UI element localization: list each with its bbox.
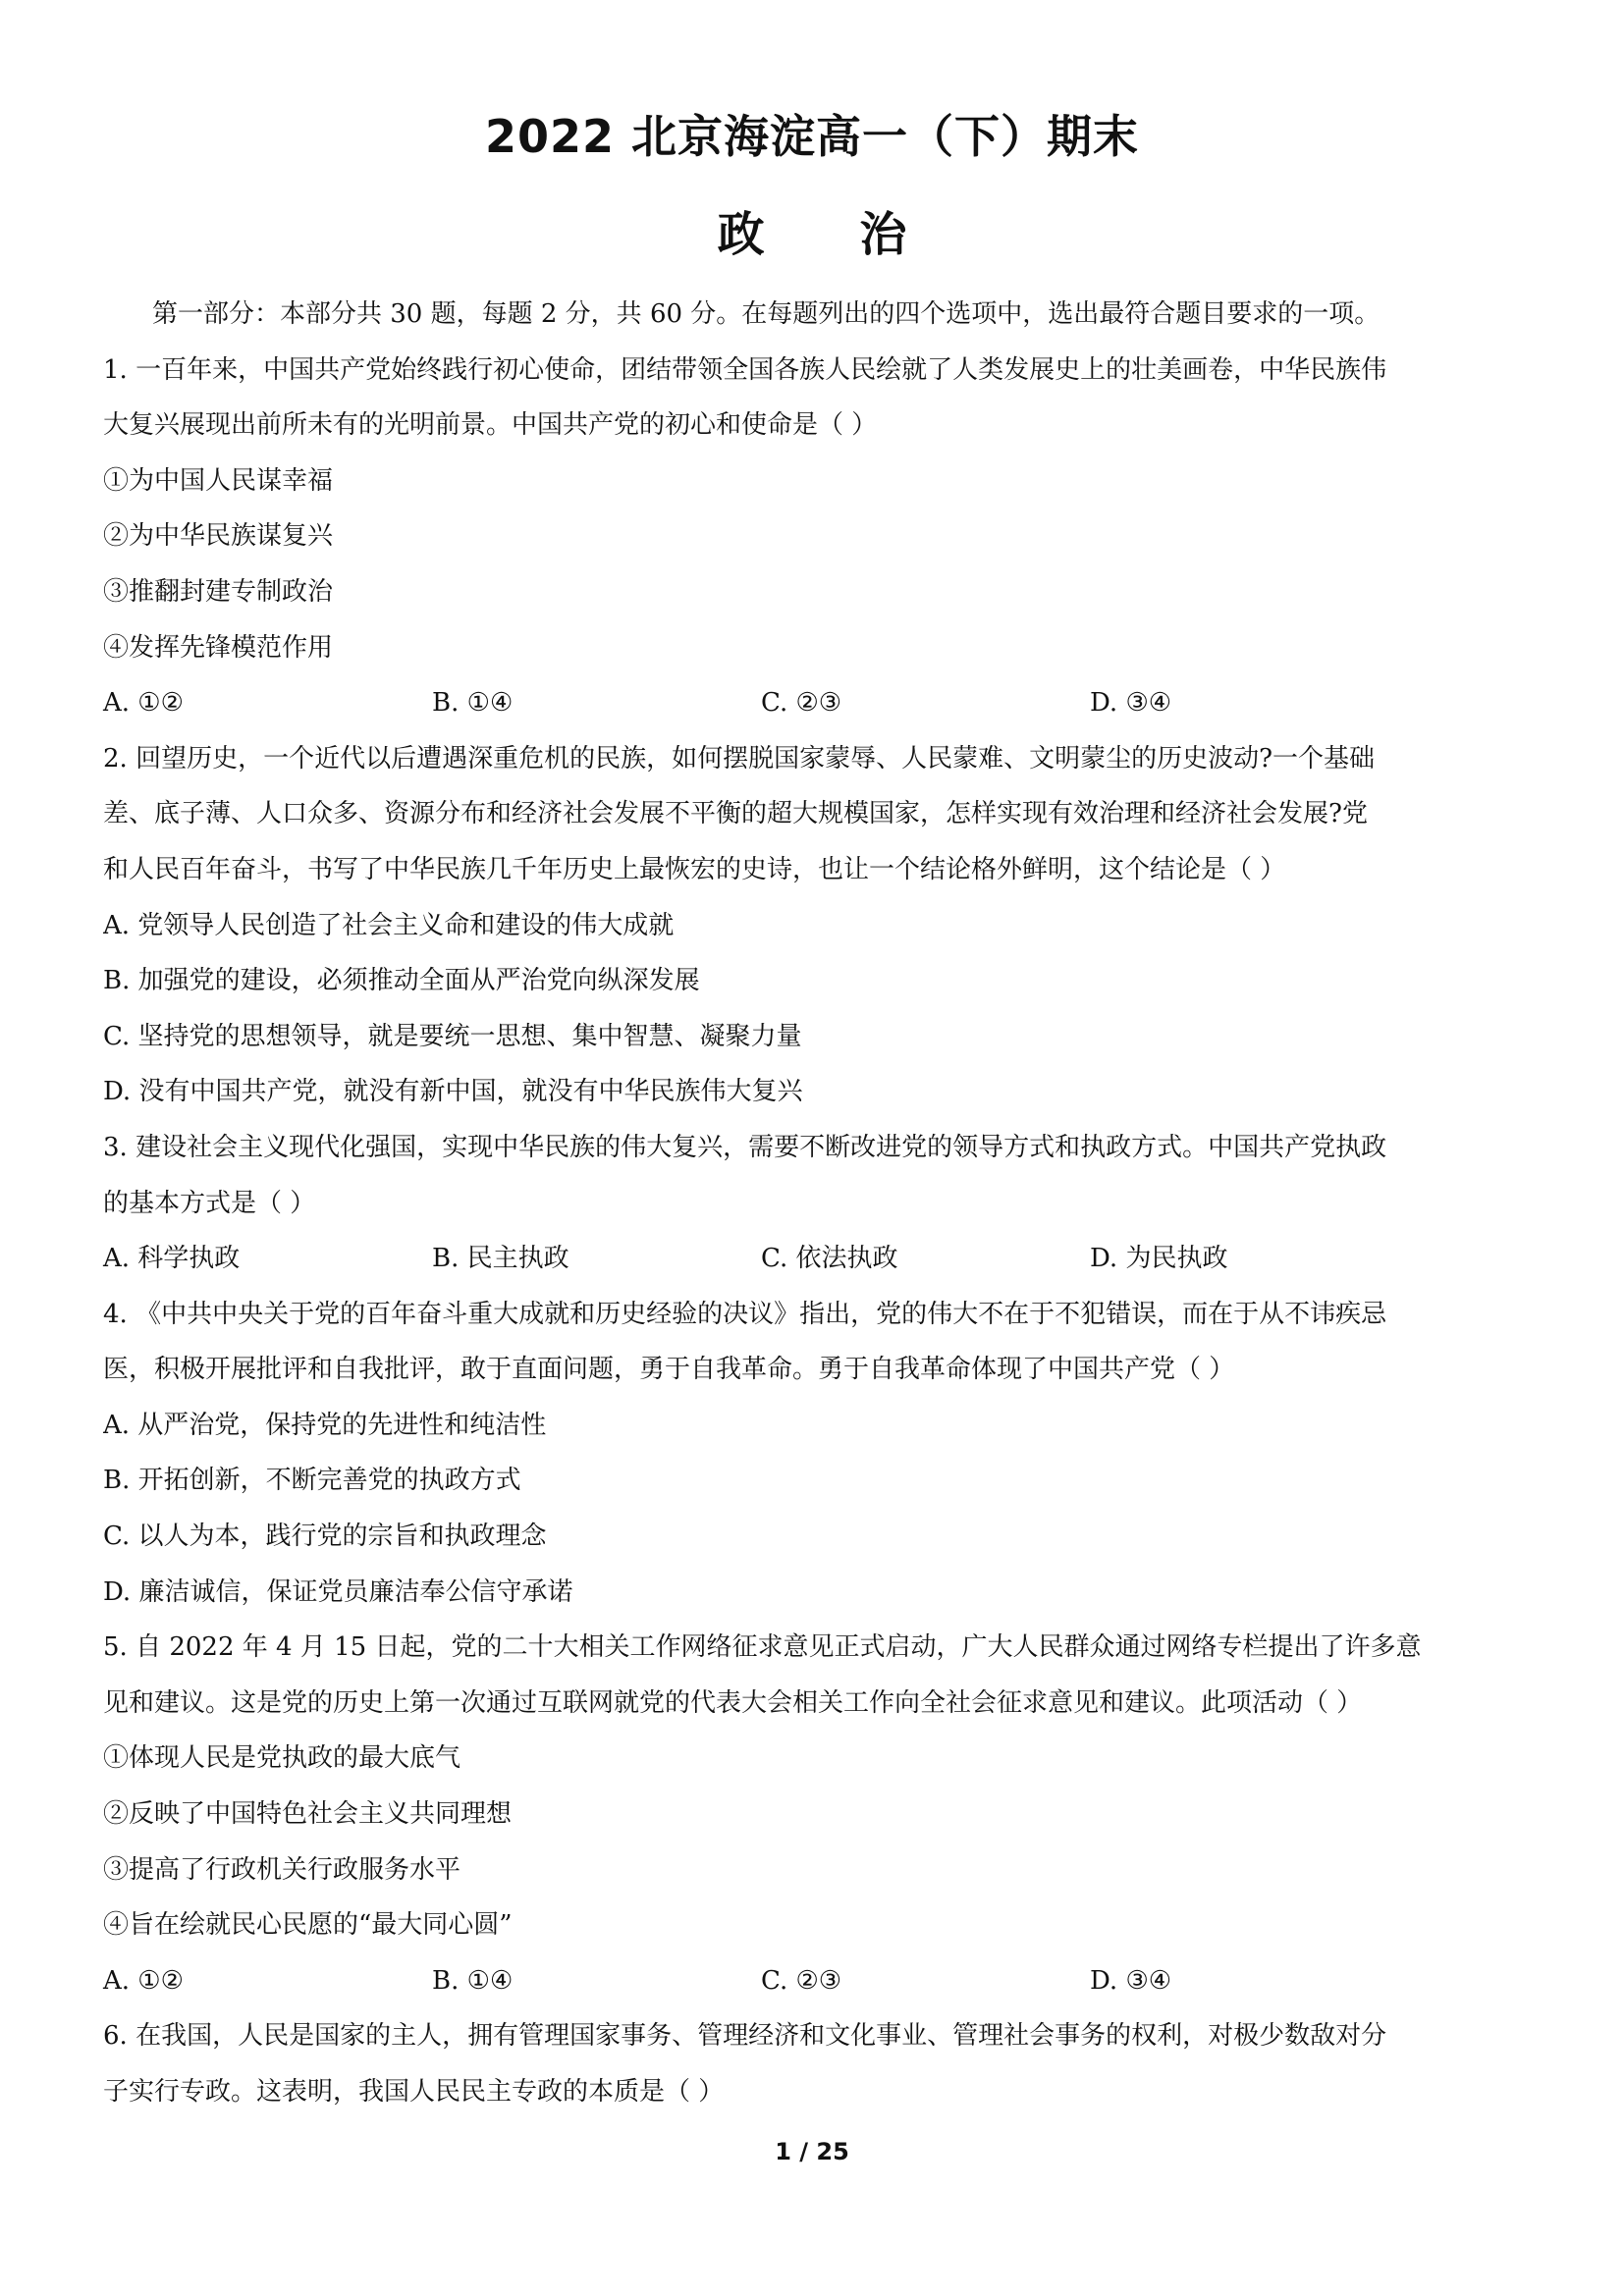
statement: ①体现人民是党执政的最大底气: [103, 1743, 461, 1774]
question-text: 2. 回望历史，一个近代以后遭遇深重危机的民族，如何摆脱国家蒙辱、人民蒙难、文明蒙尘的历史波动?一个基础: [103, 743, 1376, 774]
question-text: 6. 在我国，人民是国家的主人，拥有管理国家事务、管理经济和文化事业、管理社会事务的权利，对极少数敌对分: [103, 2021, 1387, 2052]
answer-options: [103, 1231, 1537, 1287]
answer-options: [103, 675, 1537, 731]
option-d: D. ③④: [1090, 688, 1172, 719]
option-d: D. 没有中国共产党，就没有新中国，就没有中华民族伟大复兴: [103, 1077, 803, 1107]
option-a: A. 科学执政: [103, 1244, 241, 1274]
option-a: A. ①②: [103, 688, 184, 719]
question-5: [103, 1620, 1537, 2008]
question-1: [103, 343, 1537, 731]
question-text: 子实行专政。这表明，我国人民民主专政的本质是（ ）: [103, 2077, 725, 2107]
section-instructions: 第一部分：本部分共 30 题，每题 2 分，共 60 分。在每题列出的四个选项中，选出最符合题目要求的一项。: [152, 299, 1380, 329]
option-b: B. ①④: [432, 688, 514, 719]
question-2: [103, 731, 1537, 1120]
option-a: A. 从严治党，保持党的先进性和纯洁性: [103, 1410, 547, 1440]
question-6: [103, 2008, 1537, 2119]
option-b: B. 加强党的建设，必须推动全面从严治党向纵深发展: [103, 966, 700, 996]
statement: ②反映了中国特色社会主义共同理想: [103, 1799, 513, 1830]
question-text: 见和建议。这是党的历史上第一次通过互联网就党的代表大会相关工作向全社会征求意见和建议。此项活动（ ）: [103, 1687, 1363, 1718]
question-text: 医，积极开展批评和自我批评，敢于直面问题，勇于自我革命。勇于自我革命体现了中国共产党（ ）: [103, 1355, 1235, 1385]
option-c: C. 以人为本，践行党的宗旨和执政理念: [103, 1522, 547, 1552]
question-text: 4. 《中共中央关于党的百年奋斗重大成就和历史经验的决议》指出，党的伟大不在于不犯错误，而在于从不讳疾忌: [103, 1299, 1387, 1329]
statement: ③推翻封建专制政治: [103, 576, 334, 607]
question-4: [103, 1287, 1537, 1621]
option-c: C. 依法执政: [761, 1244, 898, 1274]
question-text: 1. 一百年来，中国共产党始终践行初心使命，团结带领全国各族人民绘就了人类发展史上的壮美画卷，中华民族伟: [103, 354, 1387, 385]
option-c: C. ②③: [761, 688, 842, 719]
question-text: 3. 建设社会主义现代化强国，实现中华民族的伟大复兴，需要不断改进党的领导方式和执政方式。中国共产党执政: [103, 1132, 1387, 1162]
question-text: 的基本方式是（ ）: [103, 1188, 316, 1218]
option-b: B. 开拓创新，不断完善党的执政方式: [103, 1466, 521, 1496]
option-d: D. ③④: [1090, 1965, 1172, 1996]
subject-title: 政 治: [717, 207, 947, 262]
statement: ②为中华民族谋复兴: [103, 521, 334, 552]
page-number: 1 / 25: [775, 2138, 849, 2165]
question-text: 和人民百年奋斗，书写了中华民族几千年历史上最恢宏的史诗，也让一个结论格外鲜明，这个结论是（ ）: [103, 854, 1286, 884]
answer-options: [103, 1953, 1537, 2009]
question-text: 5. 自 2022 年 4 月 15 日起，党的二十大相关工作网络征求意见正式启动，广大人民群众通过网络专栏提出了许多意: [103, 1632, 1422, 1663]
statement: ①为中国人民谋幸福: [103, 465, 334, 496]
question-3: [103, 1120, 1537, 1287]
document-title: 2022 北京海淀高一（下）期末: [484, 110, 1140, 163]
exam-body: [103, 287, 1537, 2120]
option-a: A. 党领导人民创造了社会主义命和建设的伟大成就: [103, 910, 675, 940]
option-b: B. 民主执政: [432, 1244, 569, 1274]
option-a: A. ①②: [103, 1965, 184, 1996]
option-d: D. 廉洁诚信，保证党员廉洁奉公信守承诺: [103, 1576, 573, 1607]
option-d: D. 为民执政: [1090, 1244, 1228, 1274]
question-text: 大复兴展现出前所未有的光明前景。中国共产党的初心和使命是（ ）: [103, 410, 878, 441]
statement: ④发挥先锋模范作用: [103, 632, 334, 663]
option-b: B. ①④: [432, 1965, 514, 1996]
statement: ③提高了行政机关行政服务水平: [103, 1854, 461, 1885]
option-c: C. 坚持党的思想领导，就是要统一思想、集中智慧、凝聚力量: [103, 1021, 802, 1051]
question-text: 差、底子薄、人口众多、资源分布和经济社会发展不平衡的超大规模国家，怎样实现有效治理和经济社会发展?党: [103, 799, 1368, 829]
option-c: C. ②③: [761, 1965, 842, 1996]
statement: ④旨在绘就民心民愿的“最大同心圆”: [103, 1910, 513, 1941]
